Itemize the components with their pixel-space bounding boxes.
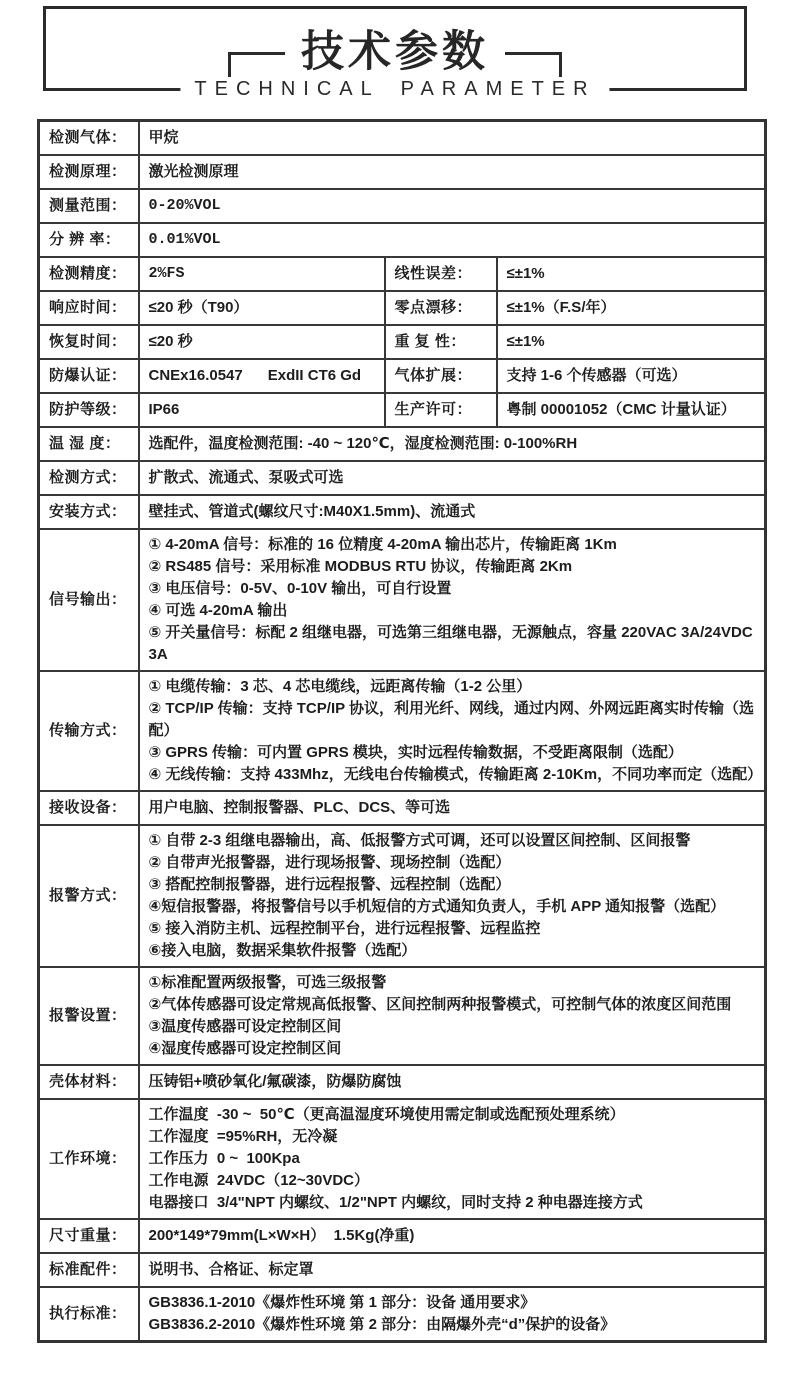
row-value: 粤制 00001052（CMC 计量认证）	[497, 393, 766, 427]
row-label: 气体扩展：	[385, 359, 497, 393]
value-line: ② RS485 信号：采用标准 MODBUS RTU 协议，传输距离 2Km	[148, 557, 573, 575]
value-line: ③温度传感器可设定控制区间	[148, 1017, 342, 1035]
row-label: 测量范围：	[39, 189, 139, 223]
row-label: 恢复时间：	[39, 325, 139, 359]
title-row	[46, 29, 744, 77]
row-label: 传输方式：	[39, 671, 139, 791]
value-line: GB3836.1-2010《爆炸性环境 第 1 部分：设备 通用要求》	[148, 1293, 536, 1311]
value-line: ② TCP/IP 传输：支持 TCP/IP 协议，利用光纤、网线，通过内网、外网远距离实时传输（选配）	[148, 699, 755, 739]
row-value	[139, 825, 766, 967]
row-value: ≤20 秒	[139, 325, 385, 359]
value-line: ① 自带 2-3 组继电器输出，高、低报警方式可调，还可以设置区间控制、区间报警	[148, 831, 691, 849]
value-line: ③ 搭配控制报警器，进行远程报警、远程控制（选配）	[148, 875, 511, 893]
table-row	[39, 257, 766, 291]
row-value	[139, 1099, 766, 1219]
value-line: ⑤ 开关量信号：标配 2 组继电器，可选第三组继电器，无源触点，容量 220VAC 3A/24VDC 3A	[148, 623, 757, 663]
row-label: 检测气体：	[39, 121, 139, 155]
value-line: GB3836.2-2010《爆炸性环境 第 2 部分：由隔爆外壳“d”保护的设备》	[148, 1315, 616, 1333]
row-value: 壁挂式、管道式(螺纹尺寸:M40X1.5mm)、流通式	[139, 495, 766, 529]
value-line: ④短信报警器，将报警信号以手机短信的方式通知负责人，手机 APP 通知报警（选配）	[148, 897, 726, 915]
row-value	[139, 1287, 766, 1342]
row-label: 信号输出：	[39, 529, 139, 671]
table-row	[39, 427, 766, 461]
value-line: 工作湿度 =95%RH，无冷凝	[148, 1127, 338, 1145]
page-title: 技术参数	[301, 28, 489, 76]
row-label: 零点漂移：	[385, 291, 497, 325]
table-row	[39, 1099, 766, 1219]
row-label: 标准配件：	[39, 1253, 139, 1287]
row-label: 接收设备：	[39, 791, 139, 825]
table-row	[39, 359, 766, 393]
row-value: 0.01%VOL	[139, 223, 766, 257]
row-value	[139, 967, 766, 1065]
header-banner	[43, 6, 747, 100]
row-label: 安装方式：	[39, 495, 139, 529]
row-value: IP66	[139, 393, 385, 427]
row-value: 支持 1-6 个传感器（可选）	[497, 359, 766, 393]
table-row	[39, 671, 766, 791]
value-line: ① 4-20mA 信号：标准的 16 位精度 4-20mA 输出芯片，传输距离 1Km	[148, 535, 617, 553]
row-value: 200*149*79mm(L×W×H） 1.5Kg(净重)	[139, 1219, 766, 1253]
spec-table	[37, 119, 767, 1343]
row-label: 防护等级：	[39, 393, 139, 427]
value-line: ③ 电压信号：0-5V、0-10V 输出，可自行设置	[148, 579, 452, 597]
row-value: ≤20 秒（T90）	[139, 291, 385, 325]
row-label: 尺寸重量：	[39, 1219, 139, 1253]
value-line: ④湿度传感器可设定控制区间	[148, 1039, 342, 1057]
left-corner-bracket-icon	[228, 52, 285, 77]
row-value: CNEx16.0547 ExdII CT6 Gd	[139, 359, 385, 393]
row-label: 工作环境：	[39, 1099, 139, 1219]
row-label: 分 辨 率：	[39, 223, 139, 257]
value-line: ⑤ 接入消防主机、远程控制平台，进行远程报警、远程监控	[148, 919, 541, 937]
row-label: 重 复 性：	[385, 325, 497, 359]
value-line: ④ 无线传输：支持 433Mhz，无线电台传输模式，传输距离 2-10Km，不同功率而定（选配）	[148, 765, 763, 783]
right-corner-bracket-icon	[505, 52, 562, 77]
table-row	[39, 967, 766, 1065]
value-line: ④ 可选 4-20mA 输出	[148, 601, 288, 619]
value-line: ② 自带声光报警器，进行现场报警、现场控制（选配）	[148, 853, 511, 871]
table-row	[39, 1287, 766, 1342]
row-value: 0-20%VOL	[139, 189, 766, 223]
row-label: 报警方式：	[39, 825, 139, 967]
row-label: 温 湿 度：	[39, 427, 139, 461]
row-label: 检测精度：	[39, 257, 139, 291]
table-row	[39, 393, 766, 427]
table-row	[39, 155, 766, 189]
page-subtitle: TECHNICAL PARAMETER	[180, 78, 609, 101]
table-row	[39, 121, 766, 155]
row-label: 生产许可：	[385, 393, 497, 427]
table-row	[39, 461, 766, 495]
value-line: ③ GPRS 传输：可内置 GPRS 模块，实时远程传输数据，不受距离限制（选配）	[148, 743, 683, 761]
table-row	[39, 825, 766, 967]
value-line: 工作电源 24VDC（12~30VDC）	[148, 1171, 369, 1189]
row-value	[139, 529, 766, 671]
value-line: ②气体传感器可设定常规高低报警、区间控制两种报警模式，可控制气体的浓度区间范围	[148, 995, 732, 1013]
table-row	[39, 495, 766, 529]
row-label: 报警设置：	[39, 967, 139, 1065]
spec-table-body	[39, 121, 766, 1342]
row-value: ≤±1%	[497, 325, 766, 359]
row-label: 壳体材料：	[39, 1065, 139, 1099]
table-row	[39, 325, 766, 359]
table-row	[39, 1219, 766, 1253]
row-label: 检测原理：	[39, 155, 139, 189]
value-line: 工作温度 -30 ~ 50℃（更高温湿度环境使用需定制或选配预处理系统）	[148, 1105, 625, 1123]
value-line: ①标准配置两级报警，可选三级报警	[148, 973, 387, 991]
value-line: ① 电缆传输：3 芯、4 芯电缆线，远距离传输（1-2 公里）	[148, 677, 532, 695]
table-row	[39, 189, 766, 223]
row-value	[139, 671, 766, 791]
table-row	[39, 223, 766, 257]
value-line: 工作压力 0 ~ 100Kpa	[148, 1149, 300, 1167]
table-row	[39, 1253, 766, 1287]
row-value: ≤±1%	[497, 257, 766, 291]
row-value: 扩散式、流通式、泵吸式可选	[139, 461, 766, 495]
row-label: 响应时间：	[39, 291, 139, 325]
row-value: 说明书、合格证、标定罩	[139, 1253, 766, 1287]
value-line: ⑥接入电脑，数据采集软件报警（选配）	[148, 941, 417, 959]
row-value: 压铸铝+喷砂氧化/氟碳漆，防爆防腐蚀	[139, 1065, 766, 1099]
table-row	[39, 291, 766, 325]
row-value: 激光检测原理	[139, 155, 766, 189]
row-value: 甲烷	[139, 121, 766, 155]
row-label: 线性误差：	[385, 257, 497, 291]
row-label: 执行标准：	[39, 1287, 139, 1342]
row-value: 选配件，温度检测范围: -40 ~ 120℃，湿度检测范围: 0-100%RH	[139, 427, 766, 461]
row-label: 检测方式：	[39, 461, 139, 495]
table-row	[39, 529, 766, 671]
value-line: 电器接口 3/4"NPT 内螺纹、1/2"NPT 内螺纹，同时支持 2 种电器连接方式	[148, 1193, 643, 1211]
row-value: 用户电脑、控制报警器、PLC、DCS、等可选	[139, 791, 766, 825]
row-value: ≤±1%（F.S/年）	[497, 291, 766, 325]
row-value: 2%FS	[139, 257, 385, 291]
table-row	[39, 791, 766, 825]
table-row	[39, 1065, 766, 1099]
row-label: 防爆认证：	[39, 359, 139, 393]
